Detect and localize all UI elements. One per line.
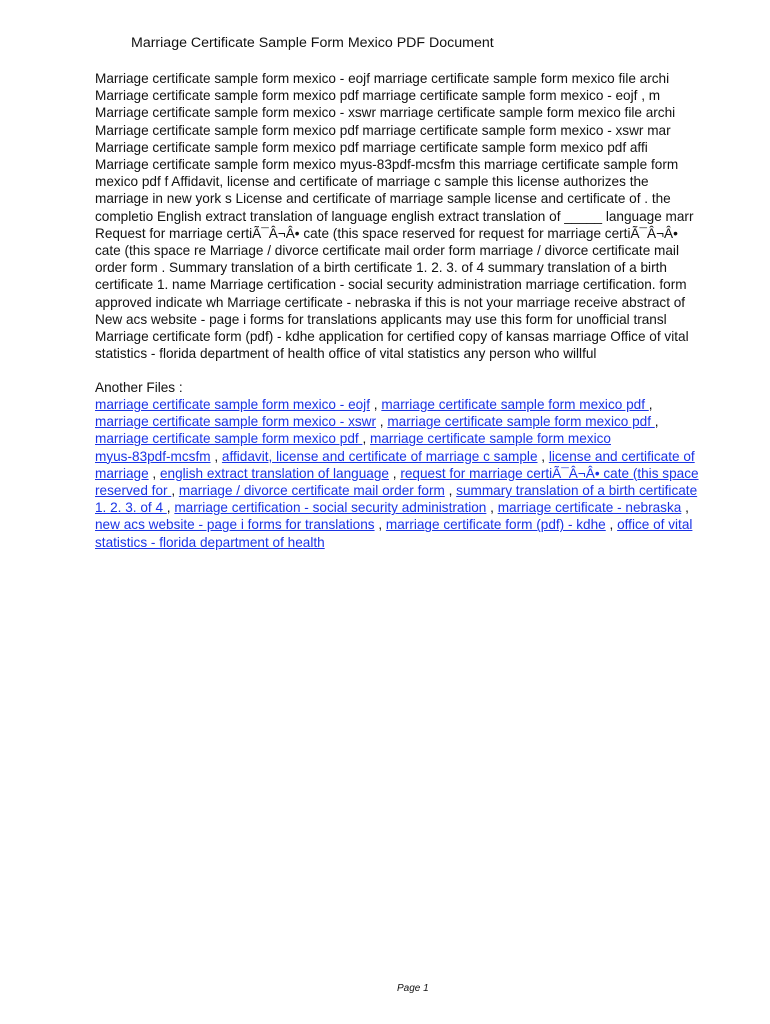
related-file-link[interactable]: marriage (95, 465, 149, 481)
body-line: marriage in new york s License and certificate of marriage sample license and certificate of . the (95, 191, 671, 207)
related-file-link[interactable]: myus-83pdf-mcsfm (95, 448, 211, 464)
related-file-link[interactable]: marriage certificate sample form mexico pdf (387, 414, 655, 430)
link-separator: , (654, 414, 659, 430)
related-file-link[interactable]: marriage certificate sample form mexico - xswr (95, 414, 377, 430)
related-file-link[interactable]: reserved for (95, 483, 172, 499)
body-line: Request for marriage certiÃ¯Â¬Â• cate (this space reserved for request for marriage certiÃ¯Â¬Â• (95, 225, 678, 241)
link-line (95, 413, 735, 430)
link-separator: , (166, 500, 175, 516)
body-paragraph (95, 70, 755, 362)
related-file-link[interactable]: marriage certificate sample form mexico (370, 431, 611, 447)
related-file-link[interactable]: request for marriage certiÃ¯Â¬Â• cate (this space (400, 465, 699, 481)
body-line: Marriage certificate sample form mexico - eojf marriage certificate sample form mexico file archi (95, 71, 670, 86)
related-file-link[interactable]: license and certificate of (548, 448, 695, 464)
link-separator: , (681, 500, 689, 516)
link-separator: , (376, 414, 388, 430)
link-line (95, 482, 735, 499)
related-file-link[interactable]: marriage certificate sample form mexico - eojf (95, 397, 370, 412)
link-separator: , (486, 500, 498, 516)
link-line (95, 396, 735, 413)
body-line: Marriage certificate sample form mexico myus-83pdf-mcsfm this marriage certificate sample form (95, 157, 679, 173)
body-line: Marriage certificate sample form mexico pdf marriage certificate sample form mexico pdf affi (95, 139, 648, 155)
page-number: Page 1 (397, 983, 429, 994)
body-line: approved indicate wh Marriage certificate - nebraska if this is not your marriage receive abstract of (95, 294, 686, 310)
link-separator: , (210, 448, 222, 464)
link-separator: , (648, 397, 653, 412)
body-line: mexico pdf f Affidavit, license and certificate of marriage c sample this license authorizes the (95, 174, 649, 190)
related-file-link[interactable]: marriage certificate sample form mexico pdf (95, 431, 363, 447)
body-line: certificate 1. name Marriage certification - social security administration marriage certification. form (95, 277, 687, 293)
related-file-link[interactable]: affidavit, license and certificate of marriage c sample (221, 448, 538, 464)
link-separator: , (605, 517, 618, 533)
body-line: order form . Summary translation of a birth certificate 1. 2. 3. of 4 summary translation of a birth (95, 260, 667, 276)
body-line: completio English extract translation of language english extract translation of _____ language marr (95, 208, 694, 224)
related-links-list (95, 396, 735, 551)
another-files-label: Another Files : (95, 380, 183, 395)
link-separator: , (148, 465, 160, 481)
related-file-link[interactable]: 1. 2. 3. of 4 (95, 500, 167, 516)
link-separator: , (388, 465, 401, 481)
link-line (95, 465, 735, 482)
related-file-link[interactable]: marriage certificate form (pdf) - kdhe (385, 517, 606, 533)
related-file-link[interactable]: marriage certificate - nebraska (497, 500, 682, 516)
body-line: Marriage certificate sample form mexico pdf marriage certificate sample form mexico - xswr mar (95, 122, 671, 138)
link-line (95, 534, 735, 551)
link-separator: , (171, 483, 179, 499)
body-line: Marriage certificate form (pdf) - kdhe application for certified copy of kansas marriage Office of vital (95, 329, 689, 345)
body-line: Marriage certificate sample form mexico pdf marriage certificate sample form mexico - eojf , m (95, 88, 661, 104)
link-line (95, 499, 735, 516)
body-line: statistics - florida department of health office of vital statistics any person who willful (95, 346, 597, 362)
related-file-link[interactable]: english extract translation of language (159, 465, 389, 481)
link-line (95, 448, 735, 465)
related-file-link[interactable]: marriage / divorce certificate mail order form (178, 483, 445, 499)
link-separator: , (362, 431, 370, 447)
body-line: New acs website - page i forms for translations applicants may use this form for unofficial transl (95, 311, 667, 327)
body-line: Marriage certificate sample form mexico - xswr marriage certificate sample form mexico file archi (95, 105, 676, 121)
related-file-link[interactable]: summary translation of a birth certificate (456, 483, 698, 499)
link-separator: , (369, 397, 382, 412)
related-file-link[interactable]: marriage certificate sample form mexico pdf (381, 397, 649, 412)
link-separator: , (537, 448, 549, 464)
link-separator: , (374, 517, 386, 533)
document-title: Marriage Certificate Sample Form Mexico PDF Document (131, 35, 494, 51)
related-file-link[interactable]: new acs website - page i forms for translations (95, 517, 375, 533)
link-line (95, 430, 735, 447)
body-line: cate (this space re Marriage / divorce certificate mail order form marriage / divorce certificate mail (95, 243, 679, 259)
related-file-link[interactable]: marriage certification - social security administration (174, 500, 487, 516)
link-line (95, 516, 735, 533)
link-separator: , (444, 483, 457, 499)
related-file-link[interactable]: statistics - florida department of health (95, 534, 325, 550)
related-file-link[interactable]: office of vital (617, 517, 693, 533)
